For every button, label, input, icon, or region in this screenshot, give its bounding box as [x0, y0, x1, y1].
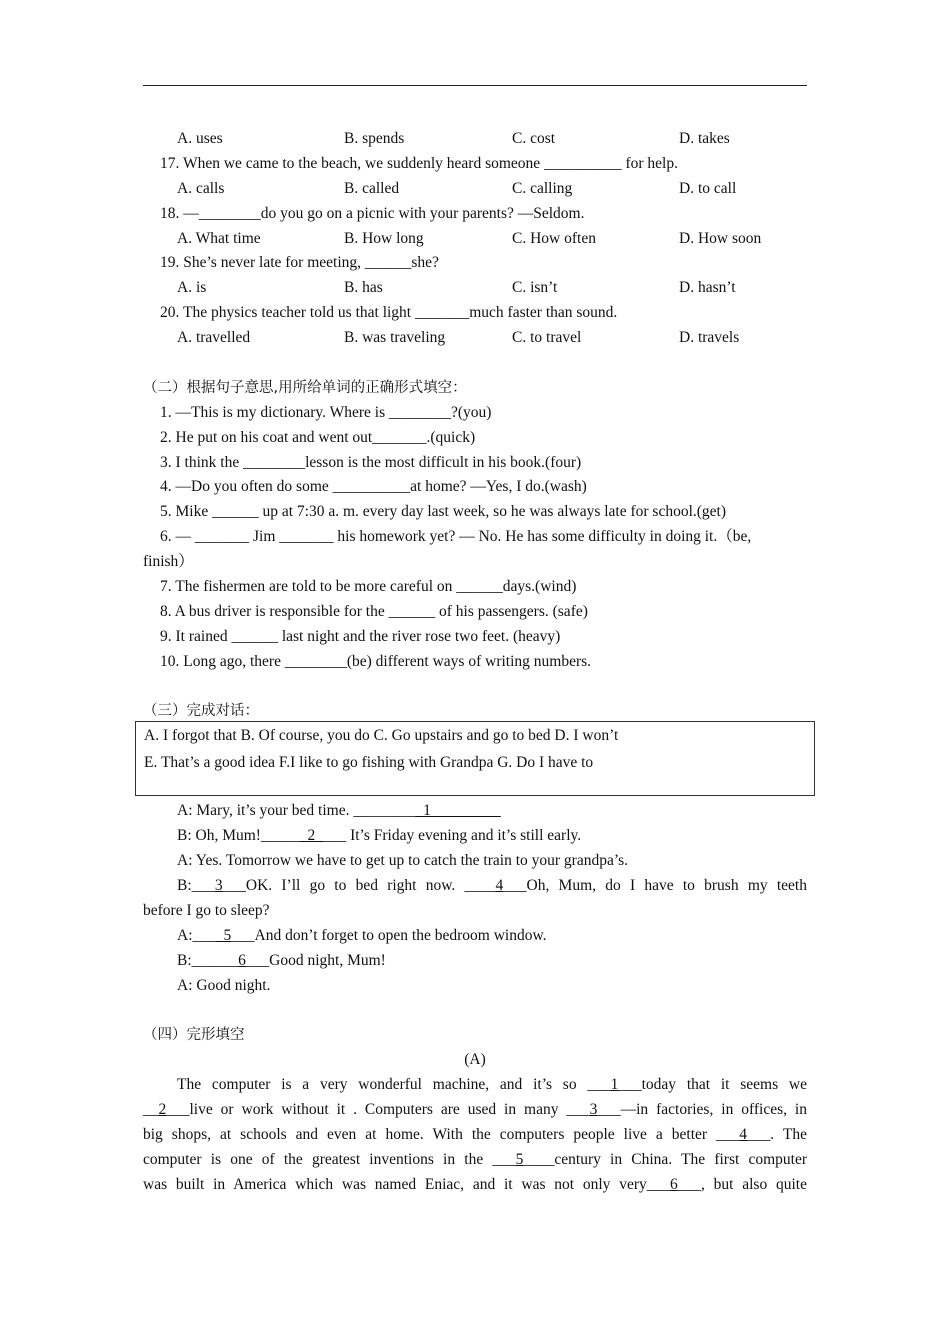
q18-options	[143, 227, 807, 252]
dialogue-line: A: Mary, it’s your bed time. _________1_________	[177, 802, 501, 820]
q20-options	[143, 326, 807, 351]
section3-heading: （三）完成对话：	[143, 703, 259, 720]
q17-options	[143, 177, 807, 202]
option: B. has	[344, 279, 383, 297]
options-box	[135, 721, 815, 796]
q19-options	[143, 276, 807, 301]
option: C. calling	[512, 179, 573, 197]
passage-label: (A)	[464, 1051, 486, 1069]
option: A. travelled	[177, 329, 251, 347]
question-17: 17. When we came to the beach, we suddenly heard someone __________ for help.	[160, 154, 678, 172]
q16-options	[143, 127, 807, 152]
passage-line: computer is one of the greatest inventions in the ___5____century in China. The first computer	[143, 1150, 807, 1168]
question-20: 20. The physics teacher told us that light _______much faster than sound.	[160, 304, 618, 322]
fill-item: 10. Long ago, there ________(be) different ways of writing numbers.	[160, 652, 592, 670]
option: D. takes	[679, 130, 730, 147]
fill-item: 8. A bus driver is responsible for the ______ of his passengers. (safe)	[160, 602, 588, 620]
option: C. to travel	[512, 329, 582, 347]
option: A. is	[177, 279, 207, 297]
fill-item: 7. The fishermen are told to be more careful on ______days.(wind)	[160, 578, 577, 596]
fill-item: 1. —This is my dictionary. Where is ________?(you)	[160, 403, 492, 421]
option: B. spends	[344, 130, 405, 147]
option: B. How long	[344, 229, 424, 247]
box-line: E. That’s a good idea F.I like to go fishing with Grandpa G. Do I have to	[144, 754, 594, 772]
fill-item: 3. I think the ________lesson is the most difficult in his book.(four)	[160, 453, 582, 471]
option: C. cost	[512, 130, 556, 147]
section2-heading: （二）根据句子意思,用所给单词的正确形式填空：	[143, 379, 467, 396]
question-19: 19. She’s never late for meeting, ______she?	[160, 254, 439, 272]
dialogue-line: A: Yes. Tomorrow we have to get up to catch the train to your grandpa’s.	[177, 852, 629, 870]
option: A. uses	[177, 130, 223, 147]
section4-heading: （四）完形填空	[143, 1027, 245, 1044]
passage-line: big shops, at schools and even at home. With the computers people live a better ___4___. The	[143, 1125, 807, 1143]
header-rule	[143, 85, 807, 86]
worksheet-page	[143, 127, 807, 1198]
question-18: 18. —________do you go on a picnic with your parents? —Seldom.	[160, 204, 585, 222]
option: D. to call	[679, 179, 737, 197]
option: C. isn’t	[512, 279, 558, 297]
dialogue-line: B:___3___OK. I’ll go to bed right now. ____4___Oh, Mum, do I have to brush my teeth	[177, 877, 807, 895]
fill-item: 6. — _______ Jim _______ his homework yet? — No. He has some difficulty in doing it.（be,	[160, 528, 752, 546]
dialogue-line: B:______6___Good night, Mum!	[177, 951, 386, 969]
passage-line: __2___live or work without it . Computers are used in many ___3___—in factories, in offices, in	[143, 1101, 807, 1119]
option: B. called	[344, 179, 400, 197]
option: D. travels	[679, 329, 740, 347]
option: B. was traveling	[344, 329, 446, 347]
dialogue-line: A:____5___And don’t forget to open the bedroom window.	[177, 926, 547, 944]
fill-item: 9. It rained ______ last night and the river rose two feet. (heavy)	[160, 627, 561, 645]
box-line: A. I forgot that B. Of course, you do C. Go upstairs and go to bed D. I won’t	[144, 727, 619, 745]
dialogue-line: A: Good night.	[177, 976, 271, 994]
option: A. What time	[177, 229, 261, 247]
fill-item: 5. Mike ______ up at 7:30 a. m. every day last week, so he was always late for school.(get)	[160, 503, 727, 521]
option: C. How often	[512, 229, 596, 247]
fill-item: 4. —Do you often do some __________at home? —Yes, I do.(wash)	[160, 478, 587, 496]
dialogue-line-continued: before I go to sleep?	[143, 901, 270, 919]
passage-line: The computer is a very wonderful machine, and it’s so ___1___today that it seems we	[177, 1076, 807, 1094]
option: D. hasn’t	[679, 279, 736, 297]
option: A. calls	[177, 179, 225, 197]
fill-item-continued: finish）	[143, 553, 194, 571]
passage-line: was built in America which was named Eniac, and it was not only very___6___, but also quite	[143, 1175, 807, 1193]
option: D. How soon	[679, 229, 762, 247]
dialogue-line: B: Oh, Mum!______2____ It’s Friday evening and it’s still early.	[177, 827, 582, 845]
fill-item: 2. He put on his coat and went out_______.(quick)	[160, 428, 476, 446]
